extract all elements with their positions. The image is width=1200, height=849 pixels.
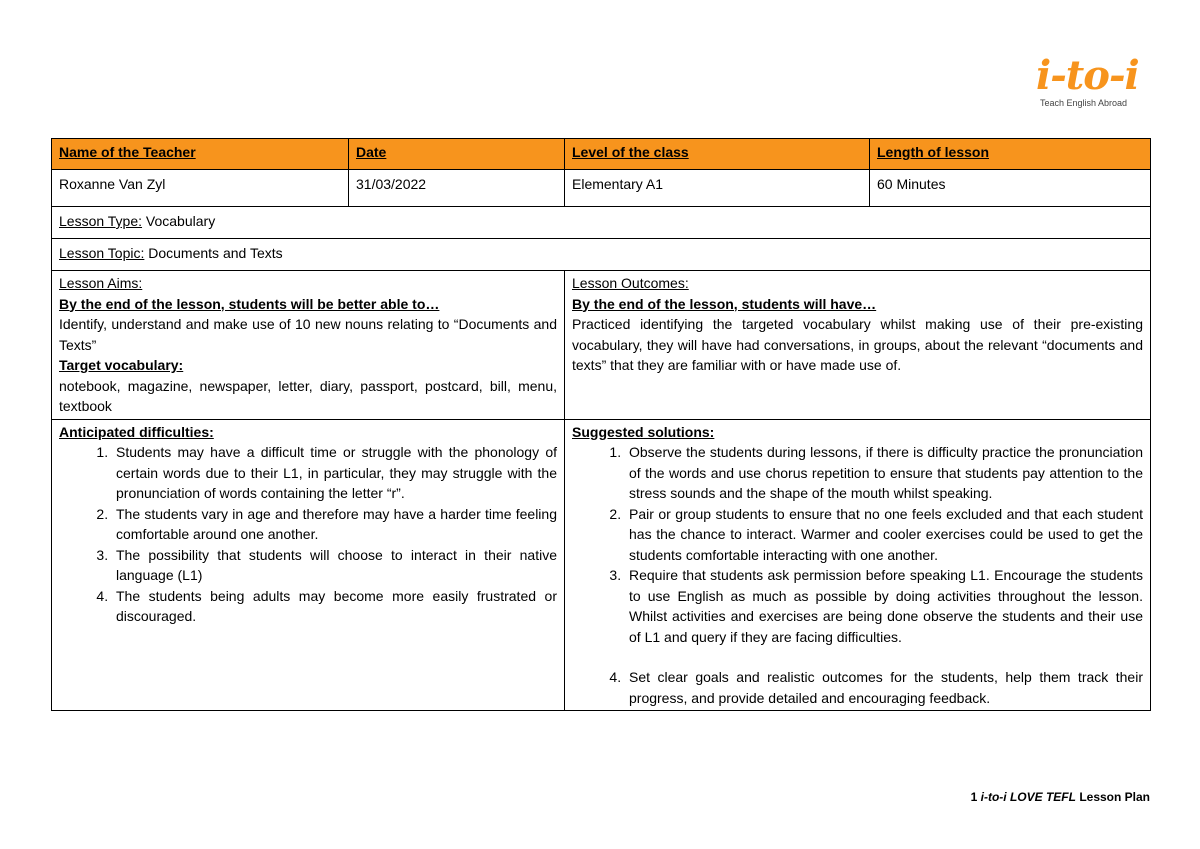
lesson-outcomes-cell bbox=[565, 271, 1151, 420]
target-vocab-list: notebook, magazine, newspaper, letter, diary, passport, postcard, bill, menu, textbook bbox=[59, 377, 557, 414]
header-row bbox=[52, 139, 1151, 170]
page-footer bbox=[971, 790, 1150, 804]
solution-item: 2. Pair or group students to ensure that no one feels excluded and that each student has the chance to interact. Warmer and cooler exercises could be used to get the students comfortable interacting with one another. bbox=[625, 504, 1143, 566]
aims-title: Lesson Aims: bbox=[59, 275, 143, 291]
difficulty-item: 2. The students vary in age and therefore may have a harder time feeling comfortable around one another. bbox=[112, 504, 557, 545]
date-header: Date bbox=[349, 139, 565, 170]
outcomes-text: Practiced identifying the targeted vocabulary whilst making use of their pre-existing vocabulary, they will have had conversations, in groups, about the relevant “documents and texts” that they are familiar with or have made use of. bbox=[572, 316, 1143, 373]
lesson-topic-cell bbox=[52, 239, 1151, 271]
lesson-type-value: Vocabulary bbox=[142, 213, 216, 229]
difficulty-item: 1. Students may have a difficult time or struggle with the phonology of certain words due to their L1, in particular, they may struggle with the pronunciation of words containing the letter “r”. bbox=[112, 442, 557, 504]
difficulties-list bbox=[59, 442, 557, 627]
i-to-i-logo bbox=[1036, 52, 1148, 116]
info-row bbox=[52, 170, 1151, 207]
aims-outcomes-row bbox=[52, 271, 1151, 420]
level-value: Elementary A1 bbox=[565, 170, 870, 207]
footer-suffix: Lesson Plan bbox=[1079, 790, 1150, 804]
length-header: Length of lesson bbox=[870, 139, 1151, 170]
length-value: 60 Minutes bbox=[870, 170, 1151, 207]
lesson-aims-cell bbox=[52, 271, 565, 420]
target-vocab-label: Target vocabulary: bbox=[59, 357, 184, 373]
outcomes-subtitle: By the end of the lesson, students will have… bbox=[572, 295, 877, 312]
lesson-type-label: Lesson Type: bbox=[59, 213, 143, 229]
footer-brand: i-to-i LOVE TEFL bbox=[980, 790, 1076, 804]
difficulty-item: 3. The possibility that students will choose to interact in their native language (L1) bbox=[112, 545, 557, 586]
date-value: 31/03/2022 bbox=[349, 170, 565, 207]
solutions-title: Suggested solutions: bbox=[572, 423, 715, 440]
page-number: 1 bbox=[970, 790, 978, 804]
difficulty-item: 4. The students being adults may become more easily frustrated or discouraged. bbox=[112, 586, 557, 627]
difficulties-cell bbox=[52, 419, 565, 711]
lesson-topic-value: Documents and Texts bbox=[144, 245, 283, 261]
solution-item: 1. Observe the students during lessons, if there is difficulty practice the pronunciation of the words and use chorus repetition to ensure that students pay attention to the stress sounds and the shape of the mouth whilst speaking. bbox=[625, 442, 1143, 504]
lesson-topic-row bbox=[52, 239, 1151, 271]
solution-item: 3. Require that students ask permission before speaking L1. Encourage the students to use English as much as possible by doing activities throughout the lesson. Whilst activities and exercises are being done observe the students and their use of L1 and query if they are facing difficulties. bbox=[625, 565, 1143, 647]
teacher-value: Roxanne Van Zyl bbox=[52, 170, 349, 207]
lesson-type-row bbox=[52, 207, 1151, 239]
lesson-topic-label: Lesson Topic: bbox=[59, 245, 145, 261]
teacher-header: Name of the Teacher bbox=[52, 139, 349, 170]
logo-tagline: Teach English Abroad bbox=[1040, 98, 1128, 108]
aims-text: Identify, understand and make use of 10 new nouns relating to “Documents and Texts” bbox=[59, 316, 557, 353]
solutions-list bbox=[572, 442, 1143, 708]
outcomes-title: Lesson Outcomes: bbox=[572, 275, 689, 291]
logo-wordmark: i-to-i bbox=[1036, 52, 1139, 99]
aims-subtitle: By the end of the lesson, students will be better able to… bbox=[59, 295, 440, 312]
solution-item: 4. Set clear goals and realistic outcomes for the students, help them track their progress, and provide detailed and encouraging feedback. bbox=[625, 667, 1143, 708]
difficulties-solutions-row bbox=[52, 419, 1151, 711]
level-header: Level of the class bbox=[565, 139, 870, 170]
lesson-plan-table bbox=[51, 138, 1151, 711]
solutions-cell bbox=[565, 419, 1151, 711]
lesson-type-cell bbox=[52, 207, 1151, 239]
difficulties-title: Anticipated difficulties: bbox=[59, 423, 214, 440]
list-spacer bbox=[625, 647, 1143, 667]
